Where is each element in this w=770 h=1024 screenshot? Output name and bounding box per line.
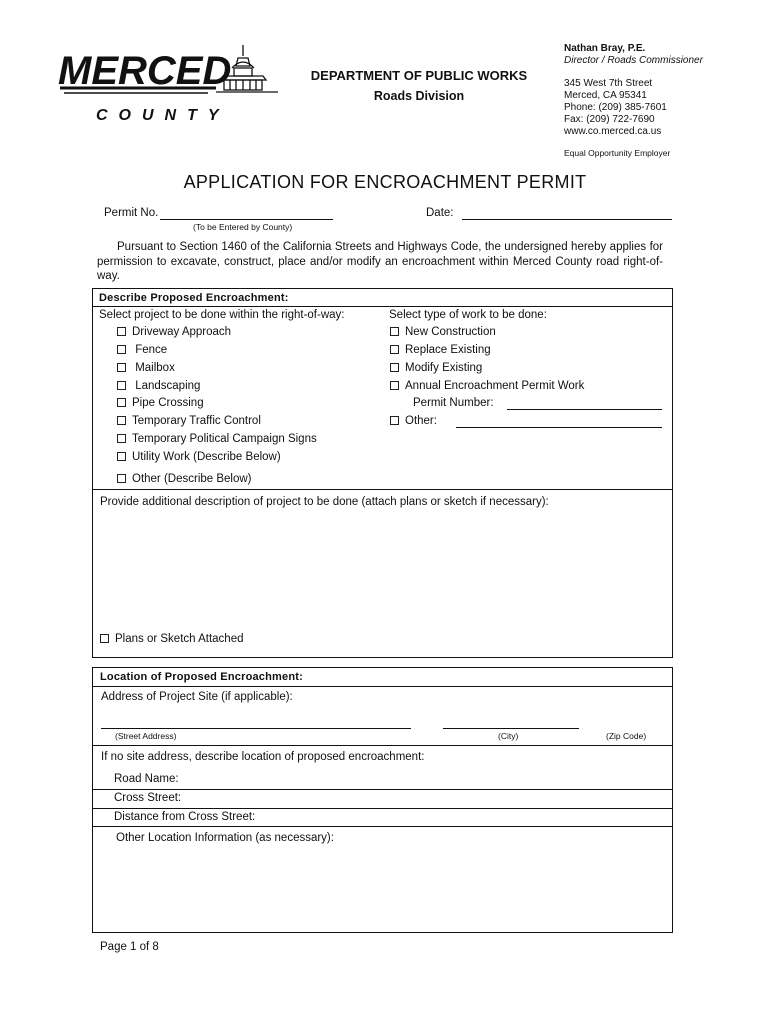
work-option-annual[interactable]: Annual Encroachment Permit Work (390, 380, 584, 392)
checkbox[interactable] (117, 381, 126, 390)
project-option-pipe-crossing[interactable]: Pipe Crossing (117, 397, 204, 409)
checkbox[interactable] (117, 398, 126, 407)
other-work-field[interactable] (456, 427, 662, 428)
checkbox[interactable] (117, 363, 126, 372)
project-option-landscaping[interactable]: Landscaping (117, 380, 200, 392)
divider (93, 686, 672, 687)
other-info-label: Other Location Information (as necessary): (116, 832, 334, 844)
city-field[interactable] (443, 728, 579, 729)
form-title: APPLICATION FOR ENCROACHMENT PERMIT (183, 172, 587, 192)
road-name-field[interactable] (93, 789, 672, 790)
address-label: Address of Project Site (if applicable): (101, 691, 293, 703)
director-name: Nathan Bray, P.E. (564, 43, 646, 54)
contact-block (564, 43, 764, 159)
cross-street-label: Cross Street: (114, 792, 182, 804)
intro-paragraph: Pursuant to Section 1460 of the California Streets and Highways Code, the undersigned hereby applies for permission to excavate, construct, place and/or modify an encroachment within Merced County road right-of-way. (97, 241, 663, 282)
location-heading: Location of Proposed Encroachment: (100, 671, 303, 683)
permit-no-field[interactable] (160, 219, 333, 220)
plans-attached-option[interactable]: Plans or Sketch Attached (100, 633, 244, 645)
date-label: Date: (426, 207, 454, 219)
road-name-label: Road Name: (114, 773, 179, 785)
project-heading: Select project to be done within the right-of-way: (99, 309, 345, 321)
checkbox[interactable] (390, 363, 399, 372)
eoe-statement: Equal Opportunity Employer (564, 148, 671, 158)
divider (93, 306, 672, 307)
checkbox[interactable] (117, 452, 126, 461)
work-option-replace[interactable]: Replace Existing (390, 344, 491, 356)
no-address-label: If no site address, describe location of proposed encroachment: (101, 751, 425, 763)
checkbox[interactable] (390, 416, 399, 425)
permit-number-field[interactable] (507, 409, 662, 410)
checkbox[interactable] (117, 327, 126, 336)
phone: Phone: (209) 385-7601 (564, 102, 667, 113)
street-address-field[interactable] (101, 728, 411, 729)
description-label: Provide additional description of project to be done (attach plans or sketch if necessary): (100, 496, 549, 508)
permit-no-label: Permit No. (104, 207, 159, 219)
checkbox[interactable] (100, 634, 109, 643)
checkbox[interactable] (117, 416, 126, 425)
work-option-other[interactable]: Other: (390, 415, 437, 427)
permit-number-label: Permit Number: (413, 397, 494, 409)
checkbox[interactable] (390, 345, 399, 354)
checkbox[interactable] (117, 434, 126, 443)
project-option-campaign-signs[interactable]: Temporary Political Campaign Signs (117, 433, 317, 445)
project-option-fence[interactable]: Fence (117, 344, 167, 356)
zip-note: (Zip Code) (606, 731, 647, 741)
encroachment-heading: Describe Proposed Encroachment: (99, 292, 289, 304)
page-number: Page 1 of 8 (100, 941, 159, 953)
work-heading: Select type of work to be done: (389, 309, 547, 321)
divider (93, 489, 672, 490)
checkbox[interactable] (390, 381, 399, 390)
work-option-new[interactable]: New Construction (390, 326, 496, 338)
date-field[interactable] (462, 219, 672, 220)
project-option-utility-work[interactable]: Utility Work (Describe Below) (117, 451, 281, 463)
description-field[interactable] (100, 514, 666, 626)
merced-county-logo (58, 42, 283, 126)
department-name: DEPARTMENT OF PUBLIC WORKS (310, 68, 528, 83)
distance-field[interactable] (93, 826, 672, 827)
divider (93, 745, 672, 746)
permit-no-note: (To be Entered by County) (193, 222, 293, 232)
fax: Fax: (209) 722-7690 (564, 114, 655, 125)
logo-word: MERCED (58, 49, 232, 93)
street-address: 345 West 7th Street (564, 78, 653, 89)
website: www.co.merced.ca.us (564, 126, 662, 137)
project-option-mailbox[interactable]: Mailbox (117, 362, 175, 374)
other-info-field[interactable] (100, 850, 666, 928)
project-option-traffic-control[interactable]: Temporary Traffic Control (117, 415, 261, 427)
street-address-note: (Street Address) (115, 731, 177, 741)
checkbox[interactable] (117, 345, 126, 354)
division-name: Roads Division (373, 89, 465, 103)
work-option-modify[interactable]: Modify Existing (390, 362, 482, 374)
distance-label: Distance from Cross Street: (114, 811, 256, 823)
director-role: Director / Roads Commissioner (564, 55, 703, 66)
city-address: Merced, CA 95341 (564, 90, 647, 101)
project-option-driveway[interactable]: Driveway Approach (117, 326, 231, 338)
city-note: (City) (498, 731, 519, 741)
checkbox[interactable] (117, 474, 126, 483)
checkbox[interactable] (390, 327, 399, 336)
logo-sub: COUNTY (96, 107, 230, 124)
cross-street-field[interactable] (93, 808, 672, 809)
project-option-other[interactable]: Other (Describe Below) (117, 473, 252, 485)
